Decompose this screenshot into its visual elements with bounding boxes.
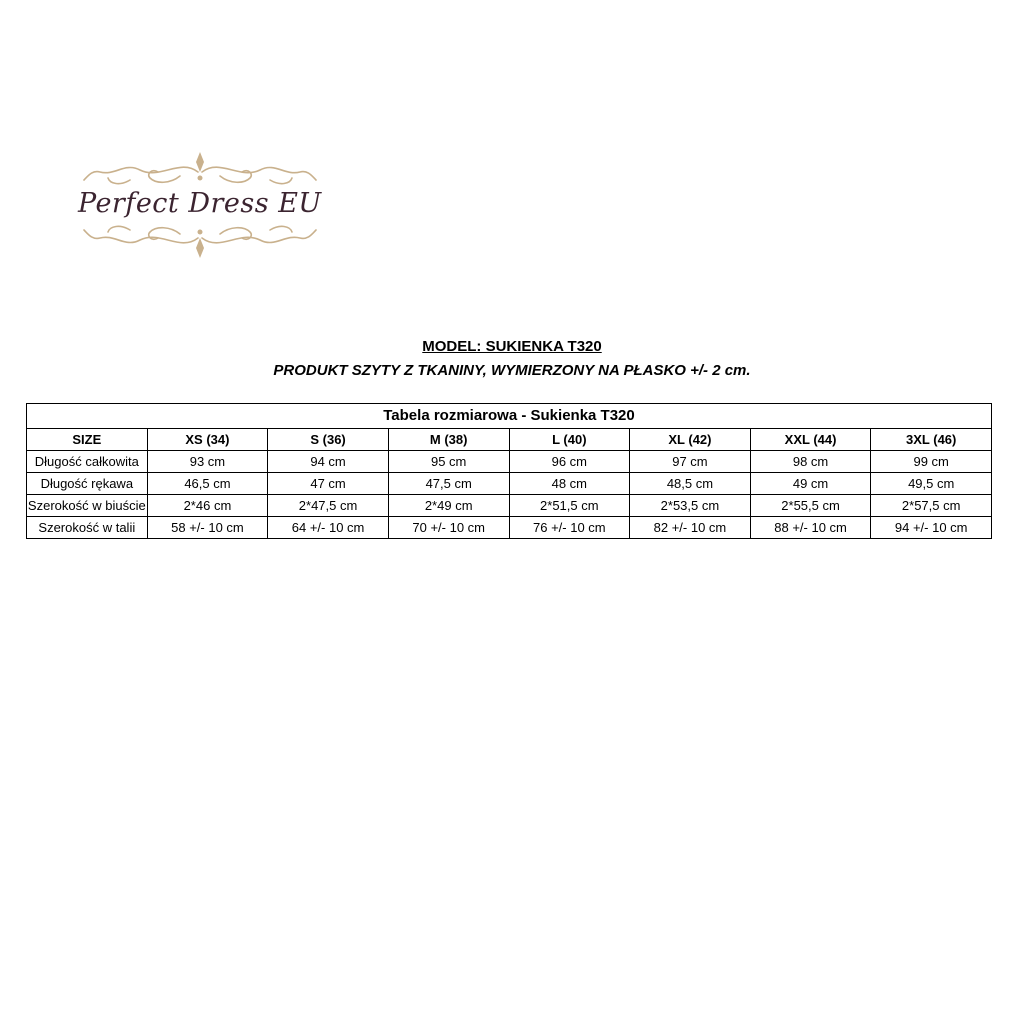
table-cell: 2*53,5 cm [630, 495, 751, 517]
size-column-header: XL (42) [630, 429, 751, 451]
size-table [26, 403, 992, 539]
size-column-header: L (40) [509, 429, 630, 451]
size-column-header: S (36) [268, 429, 389, 451]
table-cell: 2*57,5 cm [871, 495, 992, 517]
product-note: PRODUKT SZYTY Z TKANINY, WYMIERZONY NA PŁASKO +/- 2 cm. [273, 362, 751, 379]
table-title: Tabela rozmiarowa - Sukienka T320 [27, 404, 992, 429]
size-column-header: 3XL (46) [871, 429, 992, 451]
model-title: MODEL: SUKIENKA T320 [422, 338, 602, 355]
table-cell: 58 +/- 10 cm [147, 517, 268, 539]
table-cell: 98 cm [750, 451, 871, 473]
table-cell: 94 cm [268, 451, 389, 473]
table-row [27, 473, 992, 495]
table-cell: 95 cm [388, 451, 509, 473]
table-cell: 64 +/- 10 cm [268, 517, 389, 539]
size-header-row [27, 429, 992, 451]
table-cell: 94 +/- 10 cm [871, 517, 992, 539]
table-cell: 93 cm [147, 451, 268, 473]
table-cell: 88 +/- 10 cm [750, 517, 871, 539]
table-cell: 70 +/- 10 cm [388, 517, 509, 539]
table-row [27, 451, 992, 473]
table-cell: 49,5 cm [871, 473, 992, 495]
row-label: Długość rękawa [27, 473, 148, 495]
size-column-header: XXL (44) [750, 429, 871, 451]
table-cell: 49 cm [750, 473, 871, 495]
table-row [27, 517, 992, 539]
table-cell: 2*49 cm [388, 495, 509, 517]
size-column-header: XS (34) [147, 429, 268, 451]
size-column-header: M (38) [388, 429, 509, 451]
table-cell: 47,5 cm [388, 473, 509, 495]
size-header: SIZE [27, 429, 148, 451]
table-cell: 47 cm [268, 473, 389, 495]
table-cell: 96 cm [509, 451, 630, 473]
table-row [27, 495, 992, 517]
table-cell: 48 cm [509, 473, 630, 495]
table-cell: 76 +/- 10 cm [509, 517, 630, 539]
table-cell: 2*46 cm [147, 495, 268, 517]
table-cell: 2*55,5 cm [750, 495, 871, 517]
row-label: Długość całkowita [27, 451, 148, 473]
row-label: Szerokość w talii [27, 517, 148, 539]
table-cell: 48,5 cm [630, 473, 751, 495]
table-cell: 82 +/- 10 cm [630, 517, 751, 539]
table-cell: 99 cm [871, 451, 992, 473]
table-cell: 97 cm [630, 451, 751, 473]
brand-name: Perfect Dress EU [78, 188, 322, 219]
brand-logo [70, 150, 330, 260]
table-cell: 2*47,5 cm [268, 495, 389, 517]
table-cell: 46,5 cm [147, 473, 268, 495]
row-label: Szerokość w biuście [27, 495, 148, 517]
table-cell: 2*51,5 cm [509, 495, 630, 517]
